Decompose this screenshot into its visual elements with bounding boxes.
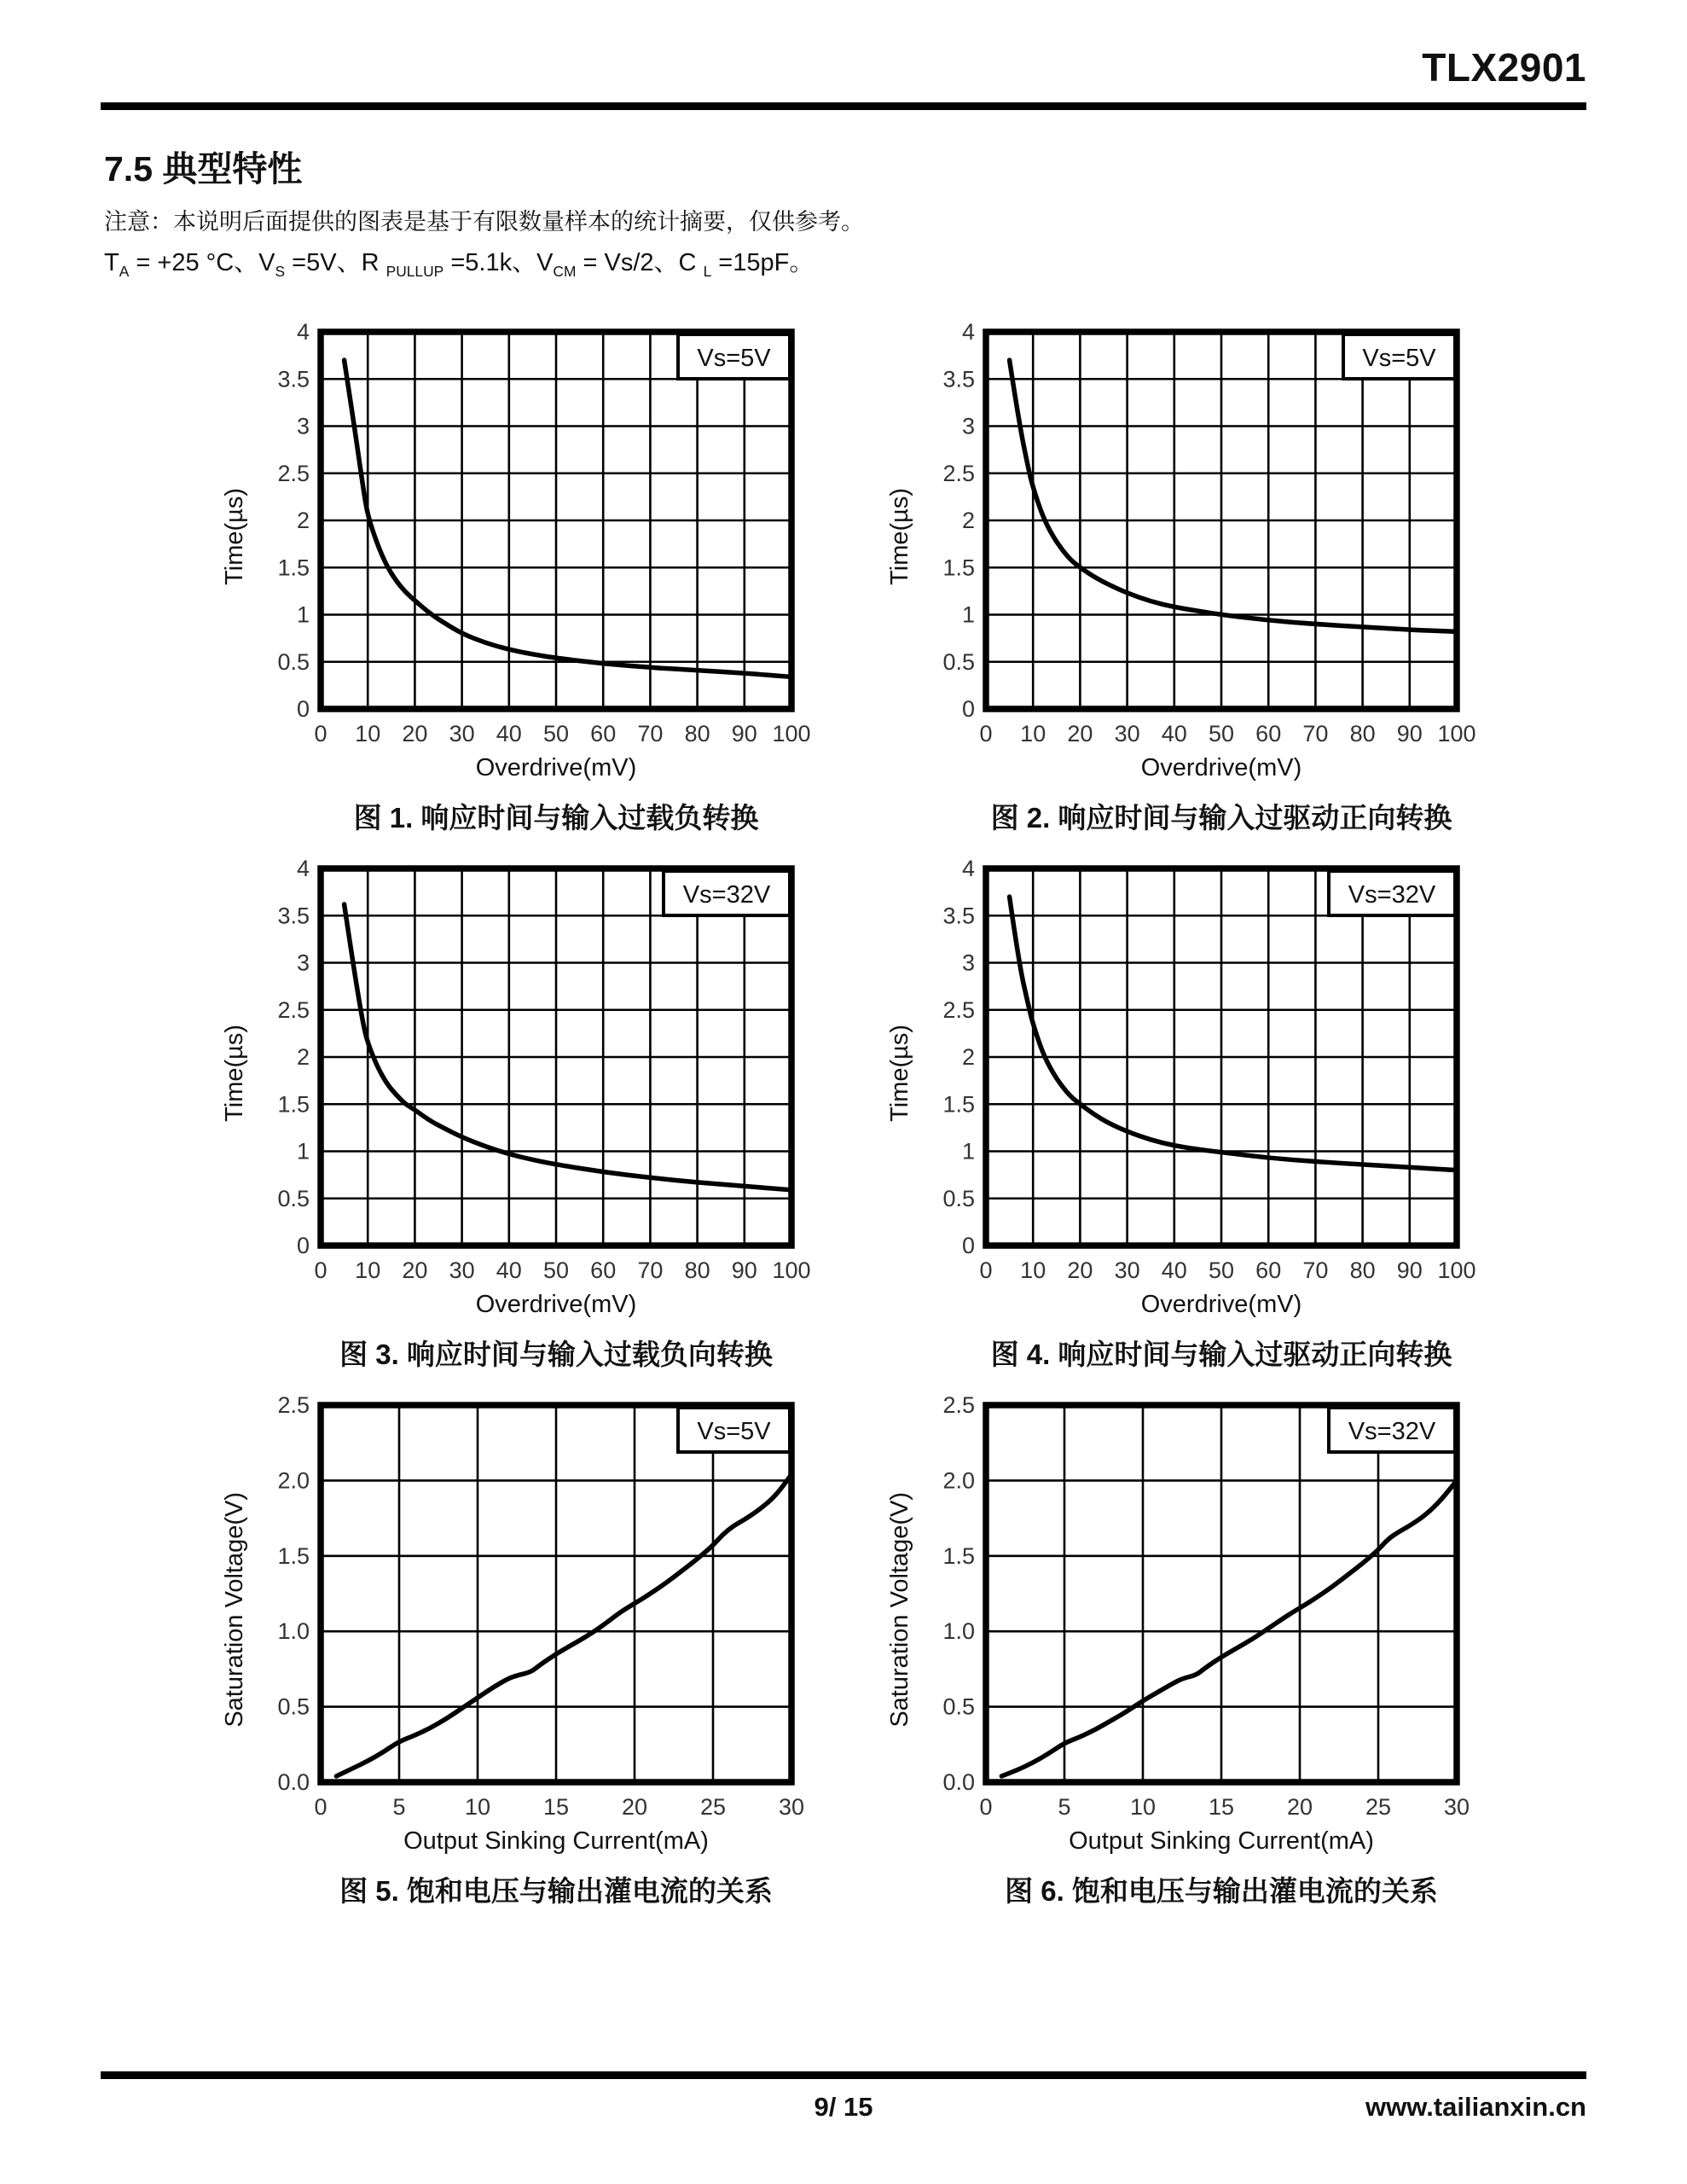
note-text: 注意：本说明后面提供的图表是基于有限数量样本的统计摘要，仅供参考。 bbox=[104, 209, 864, 235]
svg-text:15: 15 bbox=[542, 1793, 570, 1820]
svg-text:0.5: 0.5 bbox=[942, 1185, 975, 1211]
svg-text:2.5: 2.5 bbox=[277, 996, 310, 1023]
svg-text:5: 5 bbox=[1058, 1793, 1071, 1820]
svg-text:10: 10 bbox=[1129, 1793, 1157, 1820]
svg-text:40: 40 bbox=[1161, 720, 1187, 746]
svg-text:100: 100 bbox=[1437, 720, 1476, 746]
chart-figure-5 bbox=[208, 1395, 812, 1909]
svg-text:80: 80 bbox=[684, 1257, 710, 1283]
svg-text:1.5: 1.5 bbox=[942, 555, 975, 581]
svg-text:2: 2 bbox=[961, 507, 975, 533]
chart-figure-4 bbox=[873, 858, 1477, 1373]
svg-text:30: 30 bbox=[1114, 1257, 1140, 1283]
svg-text:30: 30 bbox=[1443, 1793, 1470, 1820]
svg-text:0: 0 bbox=[961, 695, 975, 722]
chart-canvas bbox=[914, 858, 1477, 1289]
svg-text:80: 80 bbox=[1349, 720, 1376, 746]
svg-text:3: 3 bbox=[961, 950, 975, 976]
svg-text:20: 20 bbox=[402, 1257, 428, 1283]
svg-text:80: 80 bbox=[684, 720, 710, 746]
svg-text:1.0: 1.0 bbox=[942, 1618, 975, 1644]
svg-text:0: 0 bbox=[979, 1257, 993, 1283]
svg-text:50: 50 bbox=[542, 1257, 570, 1283]
svg-text:10: 10 bbox=[355, 1257, 381, 1283]
svg-text:30: 30 bbox=[449, 1257, 475, 1283]
svg-text:80: 80 bbox=[1349, 1257, 1376, 1283]
section-title: 7.5 典型特性 bbox=[104, 149, 303, 189]
svg-text:0: 0 bbox=[314, 1257, 328, 1283]
x-axis-title: Overdrive(mV) bbox=[475, 753, 637, 781]
svg-text:1.5: 1.5 bbox=[277, 1091, 310, 1118]
chart-caption: 图 6. 饱和电压与输出灌电流的关系 bbox=[1005, 1874, 1438, 1907]
svg-text:10: 10 bbox=[1020, 1257, 1046, 1283]
svg-text:60: 60 bbox=[1255, 720, 1282, 746]
svg-text:1.5: 1.5 bbox=[277, 555, 310, 581]
y-axis-title: Time(µs) bbox=[221, 1025, 248, 1123]
chart-canvas bbox=[249, 1395, 812, 1826]
chart-canvas bbox=[914, 1395, 1477, 1826]
svg-text:3: 3 bbox=[296, 413, 310, 439]
svg-text:2.5: 2.5 bbox=[942, 460, 975, 486]
cond-part: =5V、R $_{PULLUP}$ bbox=[285, 249, 444, 280]
svg-text:1.5: 1.5 bbox=[277, 1542, 310, 1569]
x-axis-title: Overdrive(mV) bbox=[475, 1290, 637, 1318]
svg-text:20: 20 bbox=[1067, 1257, 1093, 1283]
svg-text:2.5: 2.5 bbox=[942, 1394, 975, 1418]
chart-figure-1 bbox=[208, 322, 812, 836]
svg-text:30: 30 bbox=[449, 720, 475, 746]
plot-background bbox=[914, 1395, 1477, 1826]
svg-text:50: 50 bbox=[542, 720, 570, 746]
svg-text:1.5: 1.5 bbox=[942, 1542, 975, 1569]
y-axis-title: Time(µs) bbox=[886, 488, 913, 586]
svg-text:0: 0 bbox=[961, 1232, 975, 1258]
chart-caption: 图 5. 饱和电压与输出灌电流的关系 bbox=[339, 1874, 773, 1907]
svg-text:2: 2 bbox=[296, 1043, 310, 1070]
plot-row bbox=[873, 322, 1477, 752]
svg-text:5: 5 bbox=[392, 1793, 406, 1820]
svg-text:0: 0 bbox=[979, 1793, 993, 1820]
svg-text:4: 4 bbox=[961, 857, 975, 881]
plot-row bbox=[873, 858, 1477, 1289]
svg-text:4: 4 bbox=[296, 857, 310, 881]
plot-row bbox=[208, 322, 812, 752]
svg-text:2: 2 bbox=[961, 1043, 975, 1070]
svg-text:2.0: 2.0 bbox=[942, 1467, 975, 1494]
chart-figure-2 bbox=[873, 322, 1477, 836]
x-axis-title: Overdrive(mV) bbox=[1140, 1290, 1302, 1318]
legend-label: Vs=5V bbox=[697, 344, 771, 372]
svg-text:2.0: 2.0 bbox=[277, 1467, 310, 1494]
svg-text:60: 60 bbox=[1255, 1257, 1282, 1283]
svg-text:0.0: 0.0 bbox=[277, 1769, 310, 1795]
svg-text:60: 60 bbox=[590, 720, 617, 746]
plot-background bbox=[914, 322, 1477, 752]
svg-text:4: 4 bbox=[961, 321, 975, 345]
svg-text:70: 70 bbox=[637, 720, 664, 746]
svg-text:0: 0 bbox=[314, 720, 328, 746]
svg-text:25: 25 bbox=[699, 1793, 727, 1820]
svg-text:15: 15 bbox=[1208, 1793, 1235, 1820]
chart-caption: 图 4. 响应时间与输入过驱动正向转换 bbox=[990, 1338, 1452, 1370]
plot-background bbox=[249, 1395, 812, 1826]
charts-grid bbox=[101, 322, 1586, 1909]
svg-text:40: 40 bbox=[496, 720, 522, 746]
chart-figure-3 bbox=[208, 858, 812, 1373]
svg-text:0.5: 0.5 bbox=[277, 1693, 310, 1720]
y-axis-title: Saturation Voltage(V) bbox=[221, 1492, 248, 1728]
legend-label: Vs=32V bbox=[1348, 1417, 1436, 1445]
cond-part: =5.1k、$V_{CM}$ bbox=[443, 249, 577, 280]
chart-canvas bbox=[914, 322, 1477, 752]
document-title: TLX2901 bbox=[1422, 45, 1586, 90]
chart-caption: 图 2. 响应时间与输入过驱动正向转换 bbox=[990, 801, 1452, 834]
cond-part: =15pF。 bbox=[711, 249, 815, 276]
svg-text:60: 60 bbox=[590, 1257, 617, 1283]
legend-label: Vs=32V bbox=[682, 880, 771, 909]
svg-text:2.5: 2.5 bbox=[277, 460, 310, 486]
svg-text:3.5: 3.5 bbox=[277, 903, 310, 929]
footer-rule bbox=[101, 2071, 1586, 2079]
page-header bbox=[101, 29, 1586, 90]
page-number: 9/ 15 bbox=[814, 2092, 873, 2122]
chart-caption: 图 1. 响应时间与输入过载负转换 bbox=[353, 801, 759, 834]
svg-text:30: 30 bbox=[778, 1793, 805, 1820]
chart-caption: 图 3. 响应时间与输入过载负向转换 bbox=[339, 1338, 773, 1370]
svg-text:90: 90 bbox=[731, 720, 757, 746]
chart-canvas bbox=[249, 858, 812, 1289]
svg-text:70: 70 bbox=[1302, 720, 1329, 746]
svg-text:2.5: 2.5 bbox=[942, 996, 975, 1023]
svg-text:0: 0 bbox=[979, 720, 993, 746]
svg-text:0.5: 0.5 bbox=[942, 648, 975, 675]
plot-background bbox=[249, 858, 812, 1289]
plot-row bbox=[208, 1395, 812, 1826]
svg-text:10: 10 bbox=[1020, 720, 1046, 746]
legend-label: Vs=32V bbox=[1348, 880, 1436, 909]
svg-text:90: 90 bbox=[731, 1257, 757, 1283]
y-axis-title: Saturation Voltage(V) bbox=[886, 1492, 913, 1728]
svg-text:3.5: 3.5 bbox=[942, 366, 975, 392]
svg-text:1: 1 bbox=[961, 601, 975, 628]
svg-text:70: 70 bbox=[637, 1257, 664, 1283]
cond-part: = Vs/2、C $_L$ bbox=[576, 249, 712, 280]
svg-text:90: 90 bbox=[1396, 720, 1423, 746]
svg-text:1.0: 1.0 bbox=[277, 1618, 310, 1644]
cond-part: $T_A$ bbox=[104, 249, 130, 280]
cond-part: = +25 °C、$V_S$ bbox=[129, 249, 286, 280]
svg-text:10: 10 bbox=[355, 720, 381, 746]
svg-text:10: 10 bbox=[464, 1793, 491, 1820]
chart-figure-6 bbox=[873, 1395, 1477, 1909]
svg-text:100: 100 bbox=[772, 720, 811, 746]
svg-text:70: 70 bbox=[1302, 1257, 1329, 1283]
svg-text:40: 40 bbox=[496, 1257, 522, 1283]
svg-text:3: 3 bbox=[296, 950, 310, 976]
x-axis-title: Output Sinking Current(mA) bbox=[403, 1827, 709, 1855]
svg-text:0.0: 0.0 bbox=[942, 1769, 975, 1795]
y-axis-title: Time(µs) bbox=[886, 1025, 913, 1123]
svg-text:0: 0 bbox=[314, 1793, 328, 1820]
svg-text:25: 25 bbox=[1365, 1793, 1392, 1820]
svg-text:3.5: 3.5 bbox=[942, 903, 975, 929]
svg-text:0.5: 0.5 bbox=[277, 648, 310, 675]
svg-text:0.5: 0.5 bbox=[277, 1185, 310, 1211]
x-axis-title: Overdrive(mV) bbox=[1140, 753, 1302, 781]
svg-text:20: 20 bbox=[402, 720, 428, 746]
svg-text:1: 1 bbox=[296, 601, 310, 628]
footer-website: www.tailianxin.cn bbox=[1365, 2092, 1586, 2122]
x-axis-title: Output Sinking Current(mA) bbox=[1069, 1827, 1374, 1855]
svg-text:1: 1 bbox=[296, 1138, 310, 1165]
test-conditions bbox=[104, 243, 1586, 281]
svg-text:0: 0 bbox=[296, 1232, 310, 1258]
legend-label: Vs=5V bbox=[697, 1417, 771, 1445]
svg-text:100: 100 bbox=[772, 1257, 811, 1283]
svg-text:20: 20 bbox=[1067, 720, 1093, 746]
legend-label: Vs=5V bbox=[1362, 344, 1436, 372]
plot-row bbox=[208, 858, 812, 1289]
svg-text:3: 3 bbox=[961, 413, 975, 439]
svg-text:1: 1 bbox=[961, 1138, 975, 1165]
svg-text:50: 50 bbox=[1208, 1257, 1235, 1283]
svg-text:4: 4 bbox=[296, 321, 310, 345]
svg-text:40: 40 bbox=[1161, 1257, 1187, 1283]
svg-text:1.5: 1.5 bbox=[942, 1091, 975, 1118]
svg-text:3.5: 3.5 bbox=[277, 366, 310, 392]
plot-row bbox=[873, 1395, 1477, 1826]
svg-text:2.5: 2.5 bbox=[277, 1394, 310, 1418]
header-rule bbox=[101, 102, 1586, 110]
plot-background bbox=[249, 322, 812, 752]
chart-canvas bbox=[249, 322, 812, 752]
svg-text:100: 100 bbox=[1437, 1257, 1476, 1283]
svg-text:50: 50 bbox=[1208, 720, 1235, 746]
svg-text:2: 2 bbox=[296, 507, 310, 533]
svg-text:20: 20 bbox=[621, 1793, 648, 1820]
svg-text:90: 90 bbox=[1396, 1257, 1423, 1283]
svg-text:30: 30 bbox=[1114, 720, 1140, 746]
y-axis-title: Time(µs) bbox=[221, 488, 248, 586]
svg-text:0.5: 0.5 bbox=[942, 1693, 975, 1720]
svg-text:20: 20 bbox=[1286, 1793, 1313, 1820]
svg-text:0: 0 bbox=[296, 695, 310, 722]
plot-background bbox=[914, 858, 1477, 1289]
